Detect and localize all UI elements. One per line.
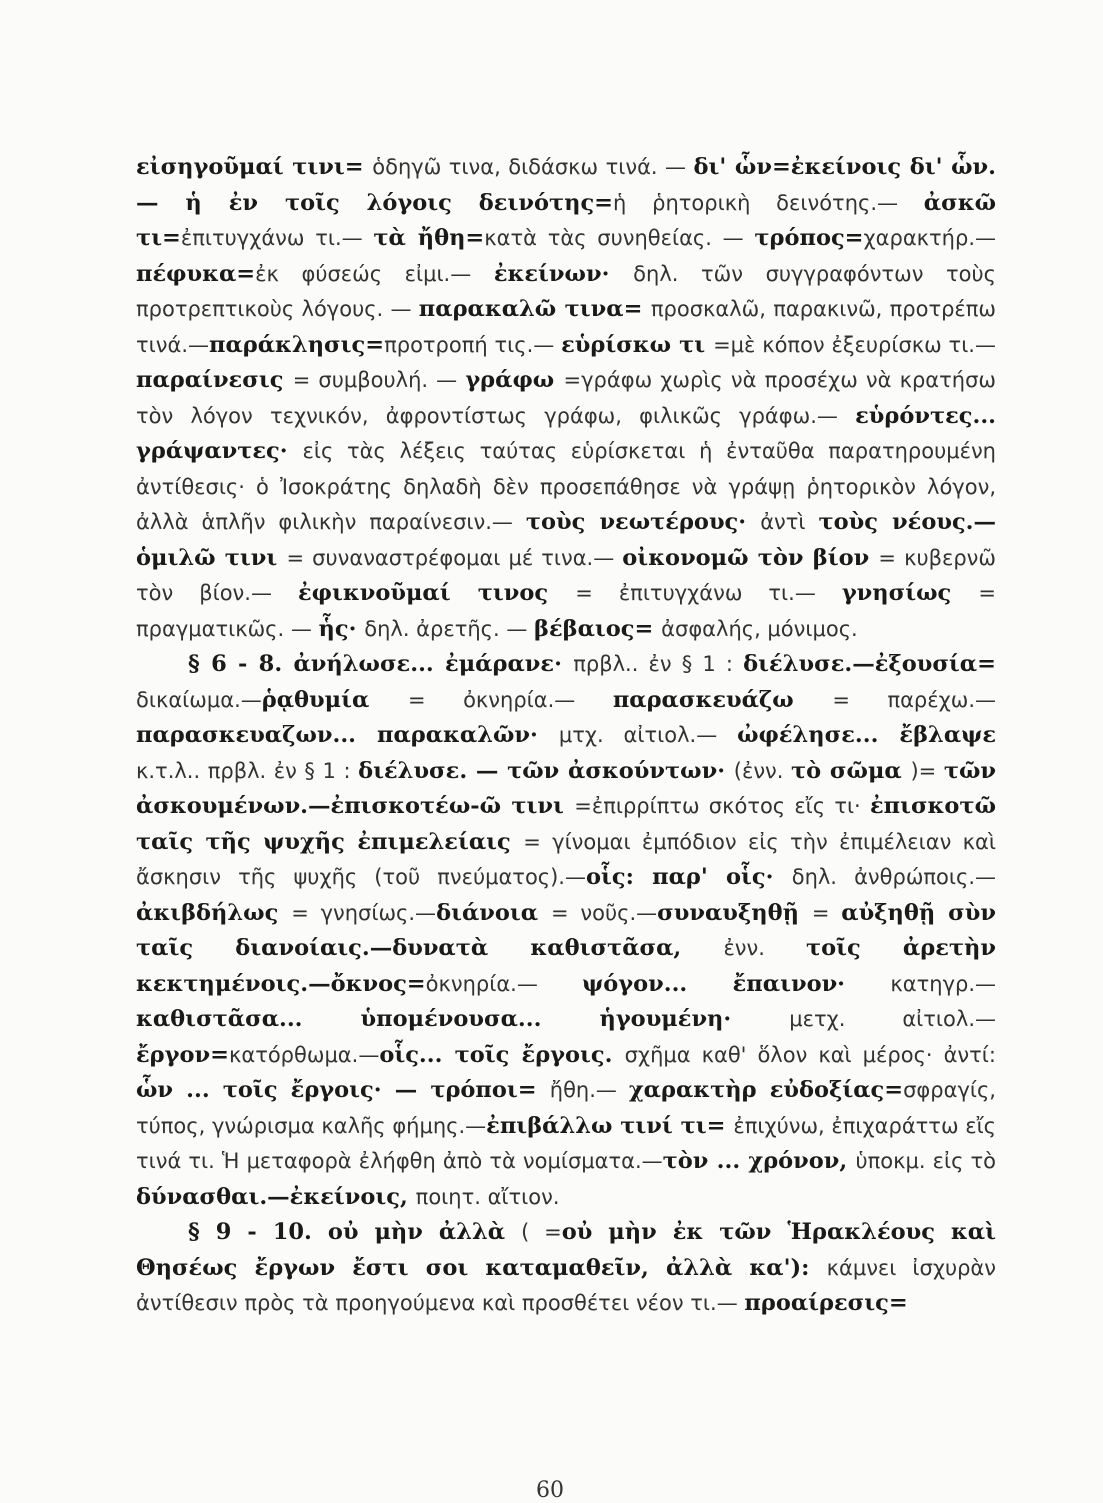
lemma-term: τῶν ἀσκουμένων.—ἐπισκοτέω-ῶ τινι [136,757,997,819]
gloss-text: δηλ. τῶν συγγραφόντων τοὺς προτρεπτικοὺς λόγους. — [136,261,997,321]
gloss-text: ὀκνηρία.— [425,971,583,996]
lemma-term: πέφυκα= [136,260,256,287]
gloss-text: μτχ. αἰτιολ.— [558,723,738,747]
lemma-term: γράφω [465,367,564,393]
lemma-term: παραίνεσις [136,367,293,393]
lemma-term: ἐπισκοτῶ ταῖς τῆς ψυχῆς ἐπιμελείαις [136,793,996,855]
lemma-term: καθιστᾶσα... ὑπομένουσα... ἡγουμένη· [136,1006,790,1032]
lemma-term: ἔργον= [136,1041,229,1068]
lemma-term: τὸ σῶμα [791,757,911,784]
gloss-text: ( = [521,1220,562,1244]
lemma-term: ἐκείνων· [493,260,634,287]
gloss-text: = κυβερνῶ τὸν βίον.— [136,545,996,605]
gloss-text: δηλ. ἀνθρώποις.— [791,865,997,889]
gloss-text: =μὲ κόπον ἐξευρίσκω τι.— [713,332,996,357]
lemma-term: προαίρεσις= [744,1290,908,1316]
lemma-term: δι' ὧν=ἐκείνοις δι' ὧν.— ἡ ἐν τοῖς λόγοις δεινότης= [136,154,997,216]
gloss-text: προτροπή τις.— [384,332,562,357]
lemma-term: δύνασθαι.—ἐκείνοις, [136,1183,416,1210]
gloss-text: = γίνομαι ἐμπόδιον εἰς τὴν ἐπιμέλειαν καὶ ἄσκησιν τῆς ψυχῆς (τοῦ πνεύματος).— [136,829,996,889]
lemma-term: ὧν ... τοῖς ἔργοις· — τρόποι= [136,1077,550,1103]
lemma-term: οἷς... τοῖς ἔργοις. [379,1041,625,1068]
gloss-text: = συμβουλή. — [292,368,466,392]
lemma-term: ἀσκῶ τι= [136,189,996,251]
lemma-term: βέβαιος= [534,615,662,642]
gloss-text: = συναναστρέφομαι μέ τινα.— [286,545,623,570]
lemma-term: τοὺς νεωτέρους· [525,509,761,535]
lemma-term: παρασκευαζων... παρακαλῶν· [136,722,559,748]
lemma-term: ψόγον... ἔπαινον· [582,970,891,997]
gloss-text: ὁδηγῶ τινα, διδάσκω τινά. — [372,155,694,179]
lemma-term: αὐξηθῇ σὺν ταῖς διανοίαις.—δυνατὰ καθιστᾶσα, [136,899,996,961]
gloss-text: ἀντὶ [760,510,819,534]
lemma-term: τὰ ἤθη= [373,225,485,251]
gloss-text: κ.τ.λ.. πρβλ. ἐν § 1 : [136,758,359,783]
gloss-text: (ἐνν. [733,758,792,783]
commentary-text [136,150,996,1322]
gloss-text: = παρέχω.— [832,687,996,712]
lemma-term: οἷς: παρ' οἷς· [586,864,792,890]
gloss-text: ὑποκμ. εἰς τὸ [855,1149,996,1173]
gloss-text: )= [910,758,944,783]
gloss-text: ἐνν. [723,936,806,960]
gloss-text: = ὀκνηρία.— [407,687,613,712]
lemma-term: συναυξηθῇ [657,899,812,926]
gloss-text: προσκαλῶ, παρακινῶ, προτρέπω τινά.— [136,297,997,357]
gloss-text: δικαίωμα.— [136,687,262,712]
gloss-text: εἰς τὰς λέξεις ταύτας εὑρίσκεται ἡ ἐνταῦθα παρατηρουμένη ἀντίθεσις· ὁ Ἰσοκράτης δηλαδὴ δὲν προσεπάθησε νὰ γράψῃ ῥητορικὸν λόγον, ἀλλὰ ἁπλῆν φιλικὴν παραίνεσιν.— [136,439,996,534]
gloss-text: χαρακτήρ.— [863,226,996,250]
gloss-text: =ἐπιρρίπτω σκότος εἴς τι· [574,794,870,818]
gloss-text: μετχ. αἰτιολ.— [789,1007,996,1031]
lemma-term: ἧς· [318,615,365,642]
lemma-term: διάνοια [436,899,552,926]
gloss-text: ἤθη.— [549,1078,629,1102]
gloss-text: = [811,900,842,925]
lemma-term: ἐπιβάλλω τινί τι= [486,1112,734,1139]
gloss-text: = νοῦς.— [551,900,658,925]
lemma-term: ὠφέλησε... ἔβλαψε [737,722,997,748]
lemma-term: οἰκονομῶ τὸν βίον [622,544,879,571]
paragraph-section-6-8 [136,647,996,1215]
gloss-text: κάμνει ἰσχυρὰν ἀντίθεσιν πρὸς τὰ προηγούμενα καὶ προσθέτει νέον τι.— [136,1255,997,1315]
lemma-term: χαρακτὴρ εὐδοξίας= [628,1077,904,1103]
gloss-text: = πραγματικῶς. — [136,581,996,641]
lemma-term: § 6 - 8. ἀνήλωσε... ἐμάρανε· [188,651,574,677]
lemma-term: § 9 - 10. οὐ μὴν ἀλλὰ [188,1219,522,1245]
gloss-text: σχῆμα καθ' ὅλον καὶ μέρος· ἀντί: [624,1042,996,1067]
lemma-term: τρόπος= [754,225,864,251]
gloss-text: πρβλ.. ἐν § 1 : [573,652,744,676]
lemma-term: παρασκευάζω [612,686,833,713]
gloss-text: ἀσφαλής, μόνιμος. [661,616,858,641]
gloss-text: κατὰ τὰς συνηθείας. — [484,226,755,250]
lemma-term: εἰσηγοῦμαί τινι= [136,154,373,180]
gloss-text: σφραγίς, τύπος, γνώρισμα καλῆς φήμης.— [136,1078,996,1138]
gloss-text: ἡ ῥητορικὴ δεινότης.— [613,190,924,215]
paragraph-section-9-10 [136,1215,996,1322]
gloss-text: = γνησίως.— [291,900,437,925]
gloss-text: ἐπιχύνω, ἐπιχαράττω εἴς τινά τι. Ἡ μεταφορὰ ἐλήφθη ἀπὸ τὰ νομίσματα.— [136,1113,997,1173]
gloss-text: ἐκ φύσεώς εἰμι.— [255,261,494,286]
lemma-term: διέλυσε.—ἐξουσία= [743,651,996,677]
gloss-text: ἐπιτυγχάνω τι.— [180,226,374,250]
lemma-term: τοὺς νέους.— ὁμιλῶ τινι [136,509,996,571]
page-number: 60 [536,1478,564,1503]
lemma-term: παράκλησις= [209,331,385,358]
lemma-term: οὐ μὴν ἐκ τῶν Ἡρακλέους καὶ Θησέως ἔργων ἔστι σοι καταμαθεῖν, ἀλλὰ κα'): [136,1219,996,1281]
gloss-text: κατηγρ.— [890,971,996,996]
paragraph-intro [136,150,996,647]
lemma-term: εὑρίσκω τι [561,331,714,358]
lemma-term: εὑρόντες... γράψαντες· [136,402,996,464]
gloss-text: = ἐπιτυγχάνω τι.— [575,581,842,605]
lemma-term: παρακαλῶ τινα= [418,296,651,322]
lemma-term: ῥᾳθυμία [261,686,408,713]
lemma-term: τὸν ... χρόνον, [662,1148,856,1174]
gloss-text: =γράφω χωρὶς νὰ προσέχω νὰ κρατήσω τὸν λόγον τεχνικόν, ἀφροντίστως γράφω, φιλικῶς γράφω.— [136,368,996,428]
lemma-term: γνησίως [841,580,979,606]
gloss-text: δηλ. ἀρετῆς. — [364,616,535,641]
lemma-term: ἐφικνοῦμαί τινος [297,580,576,606]
lemma-term: διέλυσε. — τῶν ἀσκούντων· [358,757,734,784]
lemma-term: τοῖς ἀρετὴν κεκτημένοις.—ὄκνος= [136,935,997,997]
gloss-text: κατόρθωμα.— [228,1042,380,1067]
gloss-text: ποιητ. αἴτιον. [415,1184,560,1209]
lemma-term: ἀκιβδήλως [136,899,292,926]
